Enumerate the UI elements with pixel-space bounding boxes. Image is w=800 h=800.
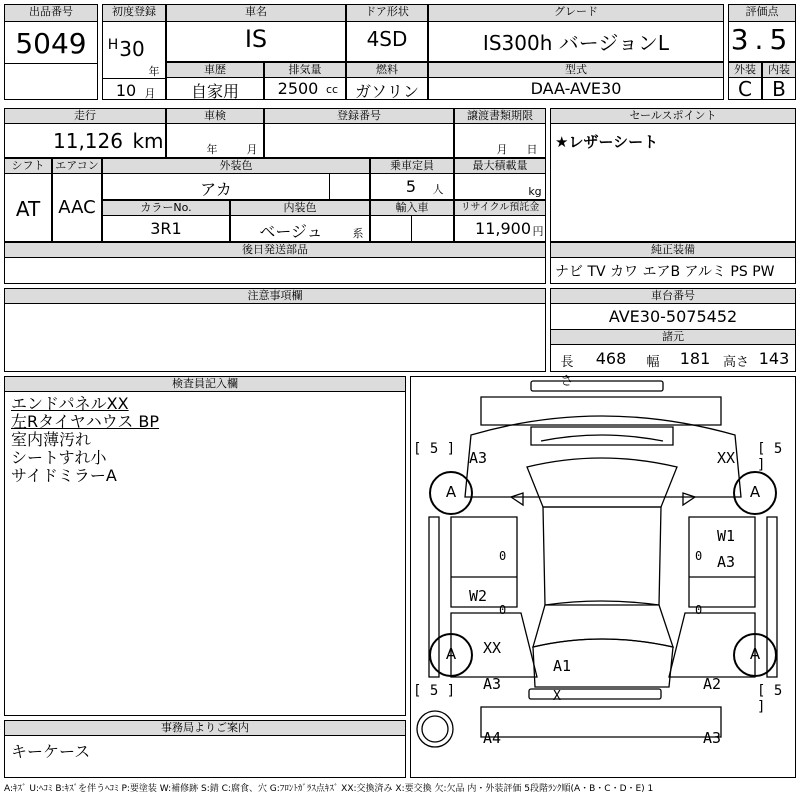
legend: A:ｷｽﾞ U:ﾍｺﾐ B:ｷｽﾞを伴うﾍｺﾐ P:要塗装 W:補修跡 S:錆 C:腐食、穴 G:ﾌﾛﾝﾄｶﾞﾗｽ点ｷｽﾞ XX:交換済み X:要交換 欠:欠品 内・外装評価 5段階ﾗﾝｸ順(A・B・C・D・E) 1	[4, 784, 654, 794]
inspection-box	[166, 108, 264, 158]
transfer-day-unit: 日	[526, 143, 538, 156]
exterior-score-box	[728, 62, 762, 100]
displacement-box	[264, 62, 346, 100]
max-load-label: 最大積載量	[454, 158, 546, 174]
office-box	[4, 720, 406, 778]
displacement: 2500	[277, 79, 319, 98]
height: 143	[758, 349, 790, 368]
history: 自家用	[190, 82, 239, 101]
mark-left-rear-2: A3	[483, 675, 502, 693]
first-reg-label: 初度登録	[102, 4, 166, 22]
lot-no-label: 出品番号	[4, 4, 98, 22]
mark-zero: 0	[695, 603, 703, 617]
equipment: ナビ TV カワ エアB アルミ PS PW	[555, 264, 775, 280]
office-note: キーケース	[11, 742, 91, 761]
mark-zero: 0	[499, 603, 507, 617]
mark-left-door: W2	[469, 587, 488, 605]
interior-score-box	[762, 62, 796, 100]
first-reg-year: 30	[119, 37, 145, 61]
length-label: 長さ	[560, 355, 574, 389]
sales-point-box	[550, 108, 796, 242]
tire-depth-lf: [ 5 ]	[413, 441, 456, 457]
aircon-label: エアコン	[52, 158, 102, 174]
recycle-unit: 円	[532, 225, 544, 238]
door-type: 4SD	[366, 27, 408, 51]
door-box	[346, 4, 428, 62]
notes-box	[4, 288, 546, 372]
transfer-box	[454, 108, 546, 158]
inspector-lines	[11, 395, 159, 485]
shift-label: シフト	[4, 158, 52, 174]
office-label: 事務局よりご案内	[4, 720, 406, 736]
mark-bumper-right: A3	[703, 729, 722, 747]
transfer-label: 譲渡書類期限	[454, 108, 546, 124]
score-label: 評価点	[728, 4, 796, 22]
aircon-box	[52, 158, 102, 242]
equipment-box	[550, 242, 796, 284]
equipment-label: 純正装備	[550, 242, 796, 258]
exterior-label: 外装	[728, 62, 762, 78]
mark-right-door-2: A3	[717, 553, 736, 571]
mark-right-rear: A2	[703, 675, 722, 693]
int-color-label: 内装色	[230, 200, 370, 216]
int-color: ベージュ	[259, 222, 323, 241]
displacement-label: 排気量	[264, 62, 346, 78]
mark-rear-x: X	[553, 689, 561, 704]
ext-color-label: 外装色	[102, 158, 370, 174]
import-box	[370, 200, 454, 242]
parts-label: 後日発送部品	[4, 242, 546, 258]
reg-no-label: 登録番号	[264, 108, 454, 124]
car-outline	[411, 377, 795, 777]
sales-point: ★レザーシート	[555, 133, 659, 151]
displacement-unit: cc	[325, 83, 339, 96]
mark-right-door: W1	[717, 527, 736, 545]
inspection-month-unit: 月	[246, 143, 258, 156]
car-name-label: 車名	[166, 4, 346, 22]
chassis-label: 車台番号	[550, 288, 796, 304]
first-registration-box	[102, 4, 166, 100]
inspector-line: 左Rタイヤハウス BP	[11, 412, 160, 431]
wheel-lf-grade: A	[445, 483, 457, 501]
car-name: IS	[244, 25, 268, 53]
max-load-box	[454, 158, 546, 200]
lot-no-box	[4, 4, 98, 100]
fuel-box	[346, 62, 428, 100]
mark-zero: 0	[695, 549, 703, 563]
inspector-box	[4, 376, 406, 716]
first-reg-month: 10	[115, 81, 137, 100]
tire-depth-lr: [ 5 ]	[413, 683, 456, 699]
color-no-label: カラーNo.	[102, 200, 230, 216]
shift: AT	[15, 197, 41, 221]
inspector-line: サイドミラーA	[11, 466, 117, 485]
wheel-lf	[429, 471, 473, 515]
inspector-line: シートすれ小	[11, 448, 107, 467]
mileage: 11,126	[53, 129, 123, 153]
transfer-month-unit: 月	[496, 143, 508, 156]
ext-color: アカ	[200, 180, 232, 199]
interior-label: 内装	[762, 62, 796, 78]
capacity-box	[370, 158, 454, 200]
tire-depth-rr: [ 5 ]	[757, 683, 783, 715]
wheel-lr-grade: A	[445, 645, 457, 663]
aircon: AAC	[58, 197, 96, 218]
chassis-box	[550, 288, 796, 389]
ext-color-box	[102, 158, 370, 200]
inspector-line: エンドパネルXX	[11, 394, 129, 413]
car-name-box	[166, 4, 346, 62]
height-label: 高さ	[723, 355, 750, 370]
length: 468	[595, 349, 627, 368]
mark-front-right: XX	[717, 449, 736, 467]
fuel: ガソリン	[354, 82, 419, 101]
grade-label: グレード	[428, 4, 724, 22]
fuel-label: 燃料	[346, 62, 428, 78]
max-load-unit: kg	[528, 185, 542, 198]
reg-no-box	[264, 108, 454, 158]
chassis-no: AVE30-5075452	[608, 307, 738, 326]
mark-zero: 0	[499, 549, 507, 563]
year-unit: 年	[148, 65, 160, 78]
grade-box	[428, 4, 724, 62]
wheel-lr	[429, 633, 473, 677]
lot-no: 5049	[15, 27, 87, 60]
wheel-rr-grade: A	[749, 645, 761, 663]
interior-score: B	[772, 77, 786, 101]
recycle-label: リサイクル預託金	[454, 200, 546, 216]
dims-label: 諸元	[550, 329, 796, 345]
grade: IS300h バージョンL	[482, 31, 670, 55]
inspector-line: 室内薄汚れ	[11, 430, 92, 449]
inspector-label: 検査員記入欄	[4, 376, 406, 392]
notes-label: 注意事項欄	[4, 288, 546, 304]
exterior-score: C	[738, 77, 752, 101]
mileage-label: 走行	[4, 108, 166, 124]
history-box	[166, 62, 264, 100]
wheel-rf	[733, 471, 777, 515]
model-label: 型式	[428, 62, 724, 78]
int-color-box	[230, 200, 370, 242]
parts-box	[4, 242, 546, 284]
color-no: 3R1	[150, 219, 182, 238]
inspection-year-unit: 年	[206, 143, 218, 156]
door-label: ドア形状	[346, 4, 428, 22]
inspection-label: 車検	[166, 108, 264, 124]
month-unit: 月	[144, 87, 156, 100]
capacity: 5	[405, 177, 417, 196]
mileage-unit: km	[132, 129, 164, 153]
wheel-rr	[733, 633, 777, 677]
damage-diagram	[410, 376, 796, 778]
width-label: 幅	[646, 355, 660, 370]
mileage-box	[4, 108, 166, 158]
mark-left-rear: XX	[483, 639, 502, 657]
tire-depth-rf: [ 5 ]	[757, 441, 783, 473]
recycle-box	[454, 200, 546, 242]
width: 181	[679, 349, 711, 368]
score: 3.5	[730, 23, 794, 56]
history-label: 車歴	[166, 62, 264, 78]
color-no-box	[102, 200, 230, 242]
import-label: 輸入車	[370, 200, 454, 216]
mark-front-left: A3	[469, 449, 488, 467]
mark-bumper-left: A4	[483, 729, 502, 747]
model: DAA-AVE30	[530, 79, 622, 98]
int-color-unit: 系	[352, 227, 364, 240]
wheel-rf-grade: A	[749, 483, 761, 501]
capacity-unit: 人	[432, 183, 444, 196]
capacity-label: 乗車定員	[370, 158, 454, 174]
model-box	[428, 62, 724, 100]
era: H	[107, 37, 119, 53]
score-box	[728, 4, 796, 62]
mark-roof-rear: A1	[553, 657, 572, 675]
recycle: 11,900	[475, 219, 531, 238]
sales-point-label: セールスポイント	[550, 108, 796, 124]
shift-box	[4, 158, 52, 242]
